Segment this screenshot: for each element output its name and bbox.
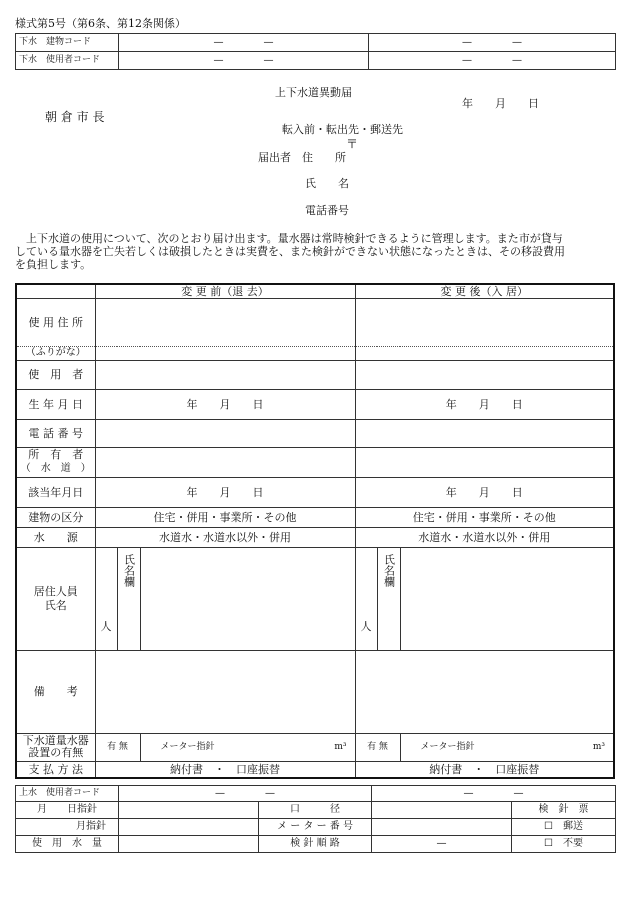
before-name-column-label: 氏名欄 <box>122 553 136 587</box>
month-reading-label: 月指針 <box>16 819 119 836</box>
row-owner-label <box>16 447 95 477</box>
after-meter-reading-label: メーター指針 <box>420 741 475 752</box>
after-birth-field[interactable]: 年 月 日 <box>355 389 614 419</box>
row-phone-label: 電 話 番 号 <box>16 419 95 447</box>
before-meter-unit: m³ <box>334 741 347 752</box>
addressee: 朝 倉 市 長 <box>45 110 105 124</box>
postal-mark: 〒 <box>346 137 359 151</box>
before-meter-reading-label: メーター指針 <box>160 741 215 752</box>
water-user-code-label: 上水 使用者コード <box>16 786 119 802</box>
after-owner-field[interactable] <box>355 447 614 477</box>
row-owner-label-1: 所 有 者 <box>28 448 84 461</box>
row-meter-label-1: 下水道量水器 <box>22 734 89 747</box>
after-meter-reading[interactable] <box>400 733 614 761</box>
applicant-address-label: 届出者 住 所 <box>258 151 346 164</box>
top-codes-table <box>15 33 616 70</box>
before-meter-presence[interactable]: 有 無 <box>95 733 140 761</box>
after-payment-options[interactable]: 納付書 ・ 口座振替 <box>355 761 614 778</box>
bore-field[interactable] <box>372 802 512 819</box>
day-reading-label: 月 日指針 <box>16 802 119 819</box>
form-number: 様式第5号（第6条、第12条関係） <box>15 17 186 30</box>
row-meter-label <box>16 733 95 761</box>
submission-date[interactable]: 年 月 日 <box>462 97 539 110</box>
after-meter-presence[interactable]: 有 無 <box>355 733 400 761</box>
row-owner-label-2: （ 水 道 ） <box>20 463 91 474</box>
usage-label: 使 用 水 量 <box>16 836 119 853</box>
sewer-building-code-label: 下水 建物コード <box>16 34 119 52</box>
row-date-label: 該当年月日 <box>16 477 95 507</box>
usage-field[interactable] <box>119 836 259 853</box>
sewer-building-code-field[interactable]: — — <box>119 34 369 52</box>
before-water-options[interactable]: 水道水・水道水以外・併用 <box>95 527 355 547</box>
after-name-column-label: 氏名欄 <box>382 553 396 587</box>
before-persons-unit: 人 <box>100 619 112 633</box>
row-furigana-label: （ふりがな） <box>16 346 95 360</box>
row-water-label: 水 源 <box>16 527 95 547</box>
after-names-field[interactable] <box>400 547 614 650</box>
sewer-building-code-field-2[interactable]: — — <box>369 34 616 52</box>
route-label: 検 針 順 路 <box>259 836 372 853</box>
row-residents-label <box>16 547 95 650</box>
before-names-field[interactable] <box>140 547 355 650</box>
before-persons-field[interactable] <box>95 547 117 650</box>
change-table <box>15 283 615 779</box>
after-building-options[interactable]: 住宅・併用・事業所・その他 <box>355 507 614 527</box>
row-payment-label: 支 払 方 法 <box>16 761 95 778</box>
sewer-user-code-field-2[interactable]: — — <box>369 52 616 70</box>
col-after-header: 変 更 後（入 居） <box>355 284 614 298</box>
before-owner-field[interactable] <box>95 447 355 477</box>
after-persons-unit: 人 <box>360 619 372 633</box>
after-phone-field[interactable] <box>355 419 614 447</box>
row-building-label: 建物の区分 <box>16 507 95 527</box>
row-meter-label-2: 設置の有無 <box>28 746 84 759</box>
bore-label: 口 径 <box>259 802 372 819</box>
after-water-options[interactable]: 水道水・水道水以外・併用 <box>355 527 614 547</box>
declaration-line-3: を負担します。 <box>15 258 92 271</box>
header-corner <box>16 284 95 298</box>
after-notes-field[interactable] <box>355 650 614 733</box>
after-address-field[interactable] <box>355 298 614 346</box>
route-field[interactable]: — <box>372 836 512 853</box>
meter-number-field[interactable] <box>372 819 512 836</box>
move-destination-label: 転入前・転出先・郵送先 <box>282 123 403 136</box>
card-mail-option[interactable]: ☐ 郵送 <box>512 819 616 836</box>
water-user-code-field-2[interactable]: — — <box>372 786 616 802</box>
before-payment-options[interactable]: 納付書 ・ 口座振替 <box>95 761 355 778</box>
before-user-field[interactable] <box>95 360 355 389</box>
row-residents-label-1: 居住人員 <box>33 584 78 598</box>
card-unneeded-option[interactable]: ☐ 不要 <box>512 836 616 853</box>
after-furigana-field[interactable] <box>355 346 614 360</box>
before-date-field[interactable]: 年 月 日 <box>95 477 355 507</box>
row-residents-label-2: 氏名 <box>44 598 67 612</box>
row-notes-label: 備 考 <box>16 650 95 733</box>
declaration-line-1: 上下水道の使用について、次のとおり届け出ます。量水器は常時検針できるように管理します。また市が貸与 <box>15 232 563 245</box>
row-birth-label: 生 年 月 日 <box>16 389 95 419</box>
before-phone-field[interactable] <box>95 419 355 447</box>
after-persons-field[interactable] <box>355 547 377 650</box>
declaration-line-2: している量水器を亡失若しくは破損したときは実費を、また検針ができない状態になったときは、その移設費用 <box>15 245 565 258</box>
row-user-label: 使 用 者 <box>16 360 95 389</box>
before-furigana-field[interactable] <box>95 346 355 360</box>
before-building-options[interactable]: 住宅・併用・事業所・その他 <box>95 507 355 527</box>
col-before-header: 変 更 前（退 去） <box>95 284 355 298</box>
water-user-code-field[interactable]: — — <box>119 786 372 802</box>
declaration-text <box>15 232 620 271</box>
day-reading-field[interactable] <box>119 802 259 819</box>
sewer-user-code-field[interactable]: — — <box>119 52 369 70</box>
after-meter-unit: m³ <box>592 741 606 752</box>
month-reading-field[interactable] <box>119 819 259 836</box>
meter-card-label: 検 針 票 <box>512 802 616 819</box>
form-title: 上下水道異動届 <box>275 86 352 99</box>
after-date-field[interactable]: 年 月 日 <box>355 477 614 507</box>
row-address-label: 使 用 住 所 <box>16 298 95 346</box>
before-meter-reading[interactable] <box>140 733 355 761</box>
sewer-user-code-label: 下水 使用者コード <box>16 52 119 70</box>
applicant-name-label: 氏 名 <box>305 177 349 190</box>
before-address-field[interactable] <box>95 298 355 346</box>
meter-number-label: メ ー タ ー 番 号 <box>259 819 372 836</box>
before-birth-field[interactable]: 年 月 日 <box>95 389 355 419</box>
after-user-field[interactable] <box>355 360 614 389</box>
applicant-phone-label: 電話番号 <box>305 204 349 217</box>
office-use-table <box>15 785 616 853</box>
before-notes-field[interactable] <box>95 650 355 733</box>
